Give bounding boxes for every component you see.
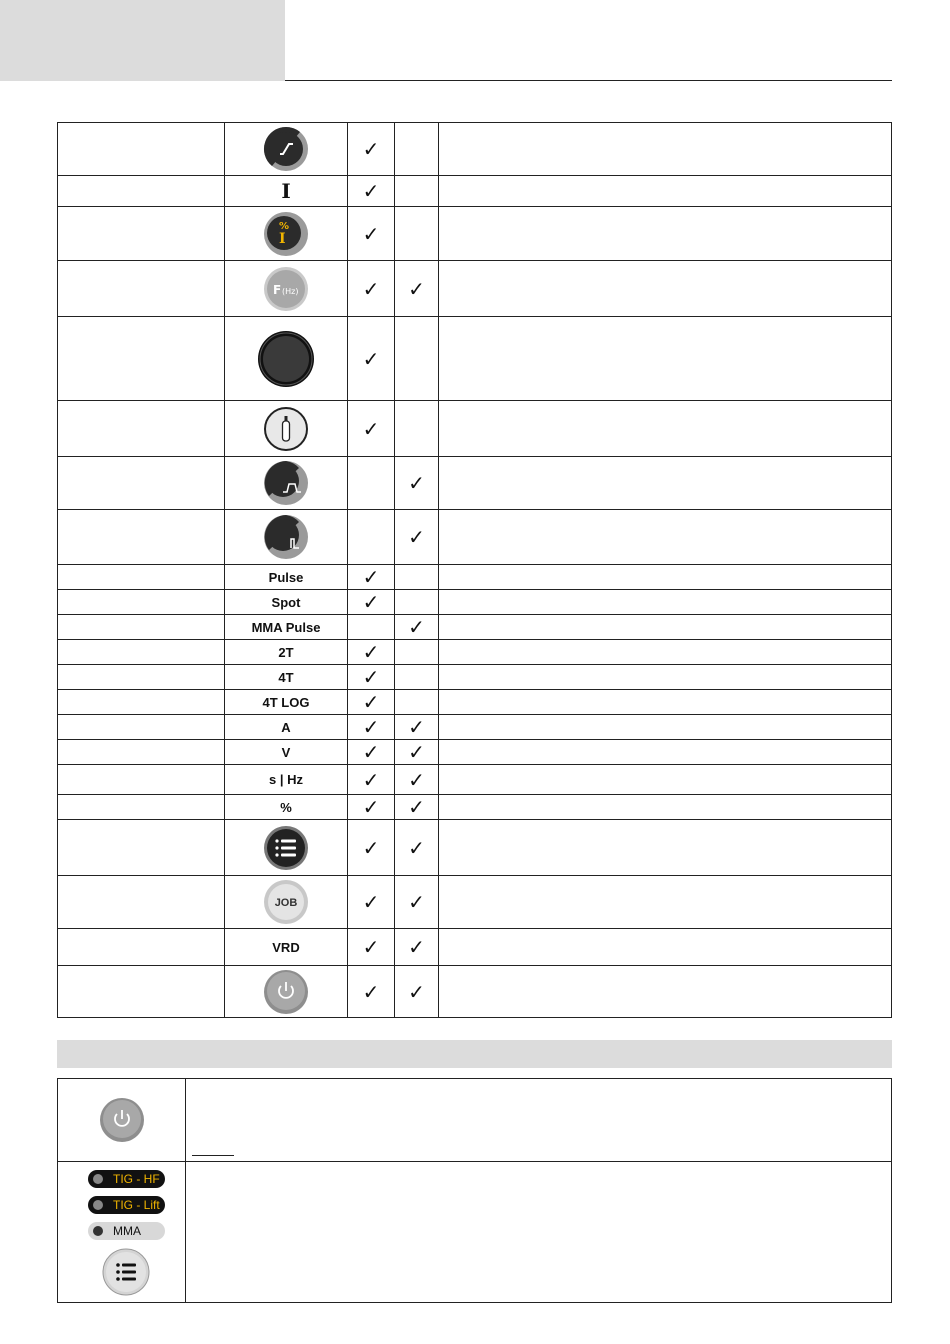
legend-description-cell xyxy=(186,1162,892,1303)
description-cell xyxy=(439,510,892,565)
symbol-cell xyxy=(225,123,348,176)
arc-force-icon xyxy=(263,460,309,506)
symbol-cell xyxy=(225,876,348,929)
symbol-cell xyxy=(225,510,348,565)
description-cell xyxy=(439,615,892,640)
description-cell xyxy=(439,765,892,795)
table-row xyxy=(58,590,892,615)
table-row xyxy=(58,665,892,690)
gas-bottle-icon xyxy=(263,406,309,452)
name-cell xyxy=(58,590,225,615)
header-rule xyxy=(285,80,892,81)
description-cell xyxy=(439,261,892,317)
check-mma xyxy=(395,590,439,615)
power-button-icon[interactable] xyxy=(99,1097,145,1143)
table-row xyxy=(58,457,892,510)
check-tig xyxy=(348,615,395,640)
menu-button-icon[interactable] xyxy=(102,1248,150,1296)
check-tig: ✓ xyxy=(348,740,395,765)
description-cell xyxy=(439,317,892,401)
name-cell xyxy=(58,317,225,401)
table-row xyxy=(58,317,892,401)
table-row xyxy=(58,123,892,176)
symbol-cell xyxy=(225,401,348,457)
description-cell xyxy=(439,665,892,690)
legend-row xyxy=(58,1079,892,1162)
symbol-text: Spot xyxy=(225,590,348,615)
description-cell xyxy=(439,690,892,715)
check-mma xyxy=(395,640,439,665)
check-mma: ✓ xyxy=(395,510,439,565)
description-cell xyxy=(439,820,892,876)
symbol-text: MMA Pulse xyxy=(225,615,348,640)
check-tig: ✓ xyxy=(348,261,395,317)
svg-text:(Hz): (Hz) xyxy=(282,286,299,296)
symbol-cell xyxy=(225,317,348,401)
check-mma xyxy=(395,207,439,261)
header-gray-block xyxy=(0,0,285,81)
description-cell xyxy=(439,929,892,966)
name-cell xyxy=(58,123,225,176)
check-tig xyxy=(348,457,395,510)
encoder-knob-icon xyxy=(257,330,315,388)
check-mma xyxy=(395,317,439,401)
name-cell xyxy=(58,457,225,510)
frequency-icon xyxy=(263,266,309,312)
table-row xyxy=(58,176,892,207)
check-mma xyxy=(395,401,439,457)
table-row xyxy=(58,640,892,665)
job-label: JOB xyxy=(274,897,298,909)
name-cell xyxy=(58,640,225,665)
check-mma: ✓ xyxy=(395,740,439,765)
check-tig: ✓ xyxy=(348,176,395,207)
table-row xyxy=(58,207,892,261)
symbol-cell xyxy=(225,261,348,317)
check-mma: ✓ xyxy=(395,261,439,317)
check-mma xyxy=(395,665,439,690)
check-tig: ✓ xyxy=(348,765,395,795)
check-tig: ✓ xyxy=(348,401,395,457)
percent-current-icon xyxy=(263,211,309,257)
name-cell xyxy=(58,665,225,690)
symbol-text: 4T xyxy=(225,665,348,690)
symbol-text: 4T LOG xyxy=(225,690,348,715)
table-row xyxy=(58,929,892,966)
check-mma: ✓ xyxy=(395,457,439,510)
name-cell xyxy=(58,715,225,740)
description-cell xyxy=(439,966,892,1018)
table-row xyxy=(58,740,892,765)
check-tig: ✓ xyxy=(348,317,395,401)
check-tig: ✓ xyxy=(348,565,395,590)
check-tig: ✓ xyxy=(348,690,395,715)
check-tig: ✓ xyxy=(348,966,395,1018)
mode-mma[interactable] xyxy=(88,1222,165,1240)
check-mma xyxy=(395,176,439,207)
check-tig: ✓ xyxy=(348,929,395,966)
check-tig: ✓ xyxy=(348,820,395,876)
table-row xyxy=(58,765,892,795)
name-cell xyxy=(58,510,225,565)
description-cell xyxy=(439,565,892,590)
description-cell xyxy=(439,876,892,929)
name-cell xyxy=(58,207,225,261)
description-cell xyxy=(439,795,892,820)
mode-label: TIG - HF xyxy=(113,1172,160,1186)
table-row xyxy=(58,565,892,590)
check-tig xyxy=(348,510,395,565)
description-cell xyxy=(439,457,892,510)
check-tig: ✓ xyxy=(348,590,395,615)
table-row xyxy=(58,876,892,929)
mode-led-icon xyxy=(93,1226,103,1236)
check-tig: ✓ xyxy=(348,123,395,176)
table-row xyxy=(58,795,892,820)
name-cell xyxy=(58,966,225,1018)
table-row xyxy=(58,261,892,317)
legend-description-cell xyxy=(186,1079,892,1162)
name-cell xyxy=(58,401,225,457)
section-header-bar xyxy=(57,1040,892,1068)
symbol-text: % xyxy=(225,795,348,820)
check-mma xyxy=(395,565,439,590)
symbol-cell xyxy=(225,176,348,207)
check-mma: ✓ xyxy=(395,765,439,795)
name-cell xyxy=(58,820,225,876)
description-cell xyxy=(439,176,892,207)
mode-led-icon xyxy=(93,1174,103,1184)
legend-table xyxy=(57,1078,892,1303)
svg-text:%: % xyxy=(279,220,290,232)
svg-text:F: F xyxy=(273,282,282,297)
symbol-cell xyxy=(225,820,348,876)
name-cell xyxy=(58,176,225,207)
table-row xyxy=(58,820,892,876)
symbol-text: V xyxy=(225,740,348,765)
mode-led-icon xyxy=(93,1200,103,1210)
check-tig: ✓ xyxy=(348,876,395,929)
table-row xyxy=(58,401,892,457)
symbol-text: Pulse xyxy=(225,565,348,590)
job-icon xyxy=(263,879,309,925)
check-mma: ✓ xyxy=(395,966,439,1018)
check-tig: ✓ xyxy=(348,665,395,690)
check-mma xyxy=(395,123,439,176)
name-cell xyxy=(58,876,225,929)
mode-tig-hf[interactable] xyxy=(88,1170,165,1188)
symbol-text: s | Hz xyxy=(225,765,348,795)
table-row xyxy=(58,510,892,565)
description-cell xyxy=(439,123,892,176)
check-mma: ✓ xyxy=(395,820,439,876)
check-mma: ✓ xyxy=(395,715,439,740)
check-mma: ✓ xyxy=(395,876,439,929)
svg-text:I: I xyxy=(279,230,286,247)
check-mma: ✓ xyxy=(395,929,439,966)
name-cell xyxy=(58,690,225,715)
name-cell xyxy=(58,261,225,317)
table-row xyxy=(58,615,892,640)
power-icon xyxy=(263,969,309,1015)
legend-icon-cell xyxy=(58,1079,186,1162)
name-cell xyxy=(58,929,225,966)
hot-start-icon xyxy=(263,514,309,560)
legend-row xyxy=(58,1162,892,1303)
name-cell xyxy=(58,765,225,795)
check-mma: ✓ xyxy=(395,795,439,820)
current-symbol: I xyxy=(281,179,291,203)
description-cell xyxy=(439,640,892,665)
symbol-text: VRD xyxy=(225,929,348,966)
name-cell xyxy=(58,615,225,640)
name-cell xyxy=(58,565,225,590)
symbol-cell xyxy=(225,457,348,510)
function-table xyxy=(57,122,892,1018)
check-tig: ✓ xyxy=(348,715,395,740)
mode-tig-lift[interactable] xyxy=(88,1196,165,1214)
name-cell xyxy=(58,795,225,820)
symbol-text: 2T xyxy=(225,640,348,665)
symbol-text: A xyxy=(225,715,348,740)
check-tig: ✓ xyxy=(348,207,395,261)
mode-label: MMA xyxy=(113,1224,141,1238)
menu-icon xyxy=(263,825,309,871)
description-cell xyxy=(439,590,892,615)
mode-label: TIG - Lift xyxy=(113,1198,160,1212)
name-cell xyxy=(58,740,225,765)
symbol-cell xyxy=(225,966,348,1018)
description-cell xyxy=(439,715,892,740)
check-tig: ✓ xyxy=(348,795,395,820)
symbol-cell xyxy=(225,207,348,261)
check-tig: ✓ xyxy=(348,640,395,665)
description-cell xyxy=(439,740,892,765)
table-row xyxy=(58,690,892,715)
slope-icon xyxy=(263,126,309,172)
description-cell xyxy=(439,401,892,457)
underline-mark xyxy=(192,1155,234,1156)
table-row xyxy=(58,715,892,740)
check-mma xyxy=(395,690,439,715)
check-mma: ✓ xyxy=(395,615,439,640)
table-row xyxy=(58,966,892,1018)
description-cell xyxy=(439,207,892,261)
